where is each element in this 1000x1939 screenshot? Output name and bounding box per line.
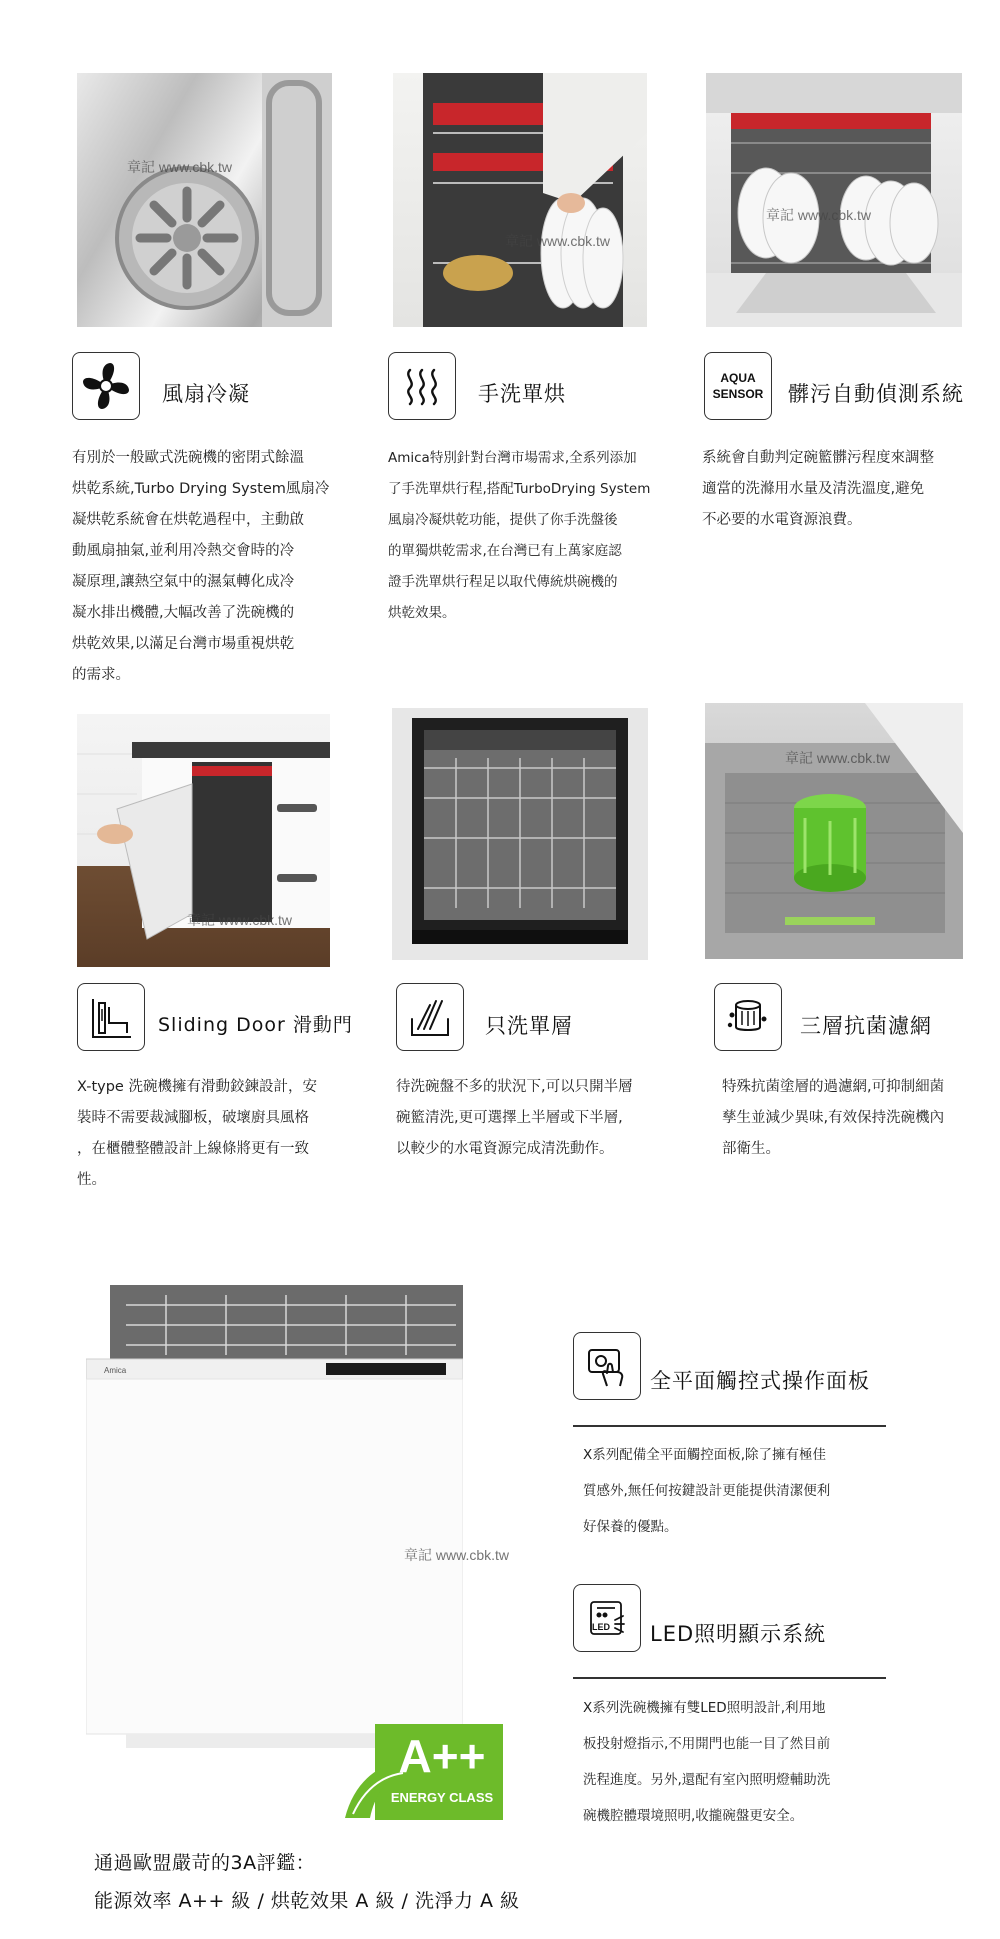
feature-desc-aqua-sensor: 系統會自動判定碗籃髒污程度來調整 適當的洗滌用水量及清洗溫度,避免 不必要的水電資源浪費。 <box>702 450 934 528</box>
divider <box>573 1425 886 1427</box>
certification-line-1: 通過歐盟嚴苛的3A評鑑： <box>94 1852 316 1874</box>
feature-desc-hand-wash-dry: Amica特別針對台灣市場需求,全系列添加 了手洗單烘行程,搭配TurboDrying System 風扇冷凝烘乾功能，提供了你手洗盤後 的單獨烘乾需求,在台灣已有上萬家庭認 證手洗單烘行程足以取代傳統烘碗機的 烘乾效果。 <box>388 450 651 621</box>
photo-sliding-door <box>77 714 330 967</box>
feature-title-filter: 三層抗菌濾網 <box>800 1014 932 1038</box>
watermark: 章記 www.cbk.tw <box>127 159 233 175</box>
product-dishwasher-image <box>86 1285 463 1757</box>
feature-title-half-load: 只洗單層 <box>485 1014 573 1038</box>
energy-grade: A++ <box>398 1730 486 1782</box>
feature-desc-fan-condensing: 有別於一般歐式洗碗機的密閉式餘溫 烘乾系統,Turbo Drying System風扇冷 凝烘乾系統會在烘乾過程中，主動啟 動風扇抽氣,並利用冷熱交會時的冷 凝原理,讓熱空氣中的濕氣轉化成冷 凝水排出機體,大幅改善了洗碗機的 烘乾效果,以滿足台灣市場重視烘乾 的需求。 <box>72 450 330 683</box>
heat-waves-icon <box>388 352 456 420</box>
aqua-sensor-icon: AQUA SENSOR <box>704 352 772 420</box>
feature-title-sliding-door: Sliding Door 滑動門 <box>158 1014 353 1036</box>
feature-title-touch-panel: 全平面觸控式操作面板 <box>650 1369 870 1393</box>
feature-title-fan-condensing: 風扇冷凝 <box>162 382 250 406</box>
watermark: 章記 www.cbk.tw <box>505 233 611 249</box>
watermark: 章記 www.cbk.tw <box>187 912 293 928</box>
photo-filter <box>705 703 963 959</box>
energy-class-label: ENERGY CLASS <box>390 1790 494 1805</box>
feature-desc-filter: 特殊抗菌塗層的過濾網,可抑制細菌 孳生並減少異味,有效保持洗碗機內 部衛生。 <box>722 1079 945 1157</box>
divider <box>573 1677 886 1679</box>
photo-plates-rack <box>706 73 962 327</box>
photo-loading-plates <box>393 73 647 327</box>
feature-title-led: LED照明顯示系統 <box>650 1622 827 1646</box>
watermark: 章記 www.cbk.tw <box>404 1547 510 1563</box>
watermark: 章記 www.cbk.tw <box>766 207 872 223</box>
feature-desc-sliding-door: X-type 洗碗機擁有滑動鉸鍊設計，安 裝時不需要裁減腳板，破壞廚具風格 ，在櫃體整體設計上線條將更有一致 性。 <box>77 1079 317 1188</box>
touch-panel-icon <box>573 1332 641 1400</box>
half-load-icon <box>396 983 464 1051</box>
certification-line-2: 能源效率 A++ 級 / 烘乾效果 A 級 / 洗淨力 A 級 <box>94 1890 520 1912</box>
sliding-door-icon <box>77 983 145 1051</box>
photo-half-load-interior <box>392 708 648 960</box>
energy-badge <box>345 1718 505 1823</box>
led-icon <box>573 1584 641 1652</box>
product-brand-label: Amica <box>104 1366 127 1375</box>
led-icon-label: LED <box>592 1622 610 1632</box>
filter-icon <box>714 983 782 1051</box>
feature-desc-touch-panel: X系列配備全平面觸控面板,除了擁有極佳 質感外,無任何按鍵設計更能提供清潔便利 好保養的優點。 <box>583 1447 831 1535</box>
watermark: 章記 www.cbk.tw <box>785 750 891 766</box>
photo-fan-vent <box>77 73 332 327</box>
feature-desc-half-load: 待洗碗盤不多的狀況下,可以只開半層 碗籃清洗,更可選擇上半層或下半層, 以較少的水電資源完成清洗動作。 <box>396 1079 633 1157</box>
feature-desc-led: X系列洗碗機擁有雙LED照明設計,利用地 板投射燈指示,不用開門也能一目了然目前 洗程進度。另外,還配有室內照明燈輔助洗 碗機腔體環境照明,收攏碗盤更安全。 <box>583 1700 831 1824</box>
feature-title-aqua-sensor: 髒污自動偵測系統 <box>788 382 964 406</box>
feature-title-hand-wash-dry: 手洗單烘 <box>478 382 566 406</box>
fan-icon <box>72 352 140 420</box>
